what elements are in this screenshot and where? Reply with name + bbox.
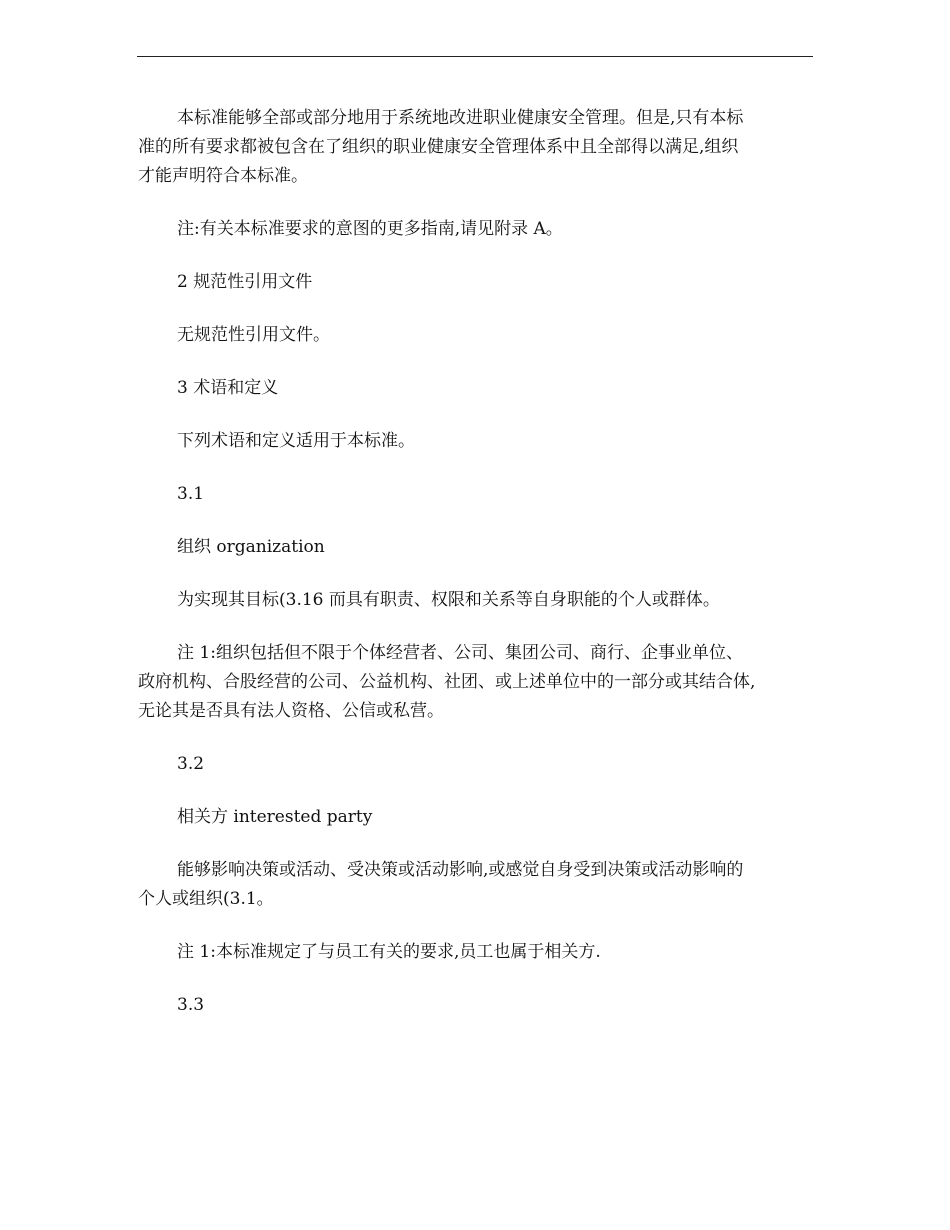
text-line: 无论其是否具有法人资格、公信或私营。 [138,701,444,721]
term-number-3-2 [138,750,818,779]
paragraph-terms-intro [138,427,818,456]
note-annex-a [138,215,818,244]
text-line: 3 术语和定义 [177,378,279,398]
note-organization [138,639,818,726]
note-interested-party [138,938,818,967]
text-line: 相关方 interested party [177,807,373,827]
text-line: 本标准能够全部或部分地用于系统地改进职业健康安全管理。但是,只有本标 [177,108,744,128]
text-line: 注 1:本标准规定了与员工有关的要求,员工也属于相关方. [177,942,601,962]
definition-organization [138,586,818,615]
term-number-3-3 [138,991,818,1020]
text-line: 注 1:组织包括但不限于个体经营者、公司、集团公司、商行、企事业单位、 [177,643,743,663]
paragraph-scope-application [138,104,818,191]
term-number-3-1 [138,480,818,509]
term-interested-party [138,803,818,832]
text-line: 3.3 [177,995,205,1015]
text-line: 准的所有要求都被包含在了组织的职业健康安全管理体系中且全部得以满足,组织 [138,137,739,157]
paragraph-no-references [138,321,818,350]
text-line: 能够影响决策或活动、受决策或活动影响,或感觉自身受到决策或活动影响的 [177,860,744,880]
text-line: 组织 organization [177,537,325,557]
term-organization [138,533,818,562]
text-line: 无规范性引用文件。 [177,325,330,345]
text-line: 政府机构、合股经营的公司、公益机构、社团、或上述单位中的一部分或其结合体, [138,672,756,692]
text-line: 个人或组织(3.1。 [138,889,274,909]
text-line: 2 规范性引用文件 [177,272,313,292]
text-line: 注:有关本标准要求的意图的更多指南,请见附录 A。 [177,219,563,239]
header-rule [137,56,813,57]
text-line: 3.1 [177,484,205,504]
section-heading-3 [138,374,818,403]
text-line: 为实现其目标(3.16 而具有职责、权限和关系等自身职能的个人或群体。 [177,590,720,610]
text-line: 3.2 [177,754,205,774]
text-line: 下列术语和定义适用于本标准。 [177,431,415,451]
section-heading-2 [138,268,818,297]
definition-interested-party [138,856,818,914]
document-body [138,104,818,1044]
text-line: 才能声明符合本标准。 [138,166,308,186]
